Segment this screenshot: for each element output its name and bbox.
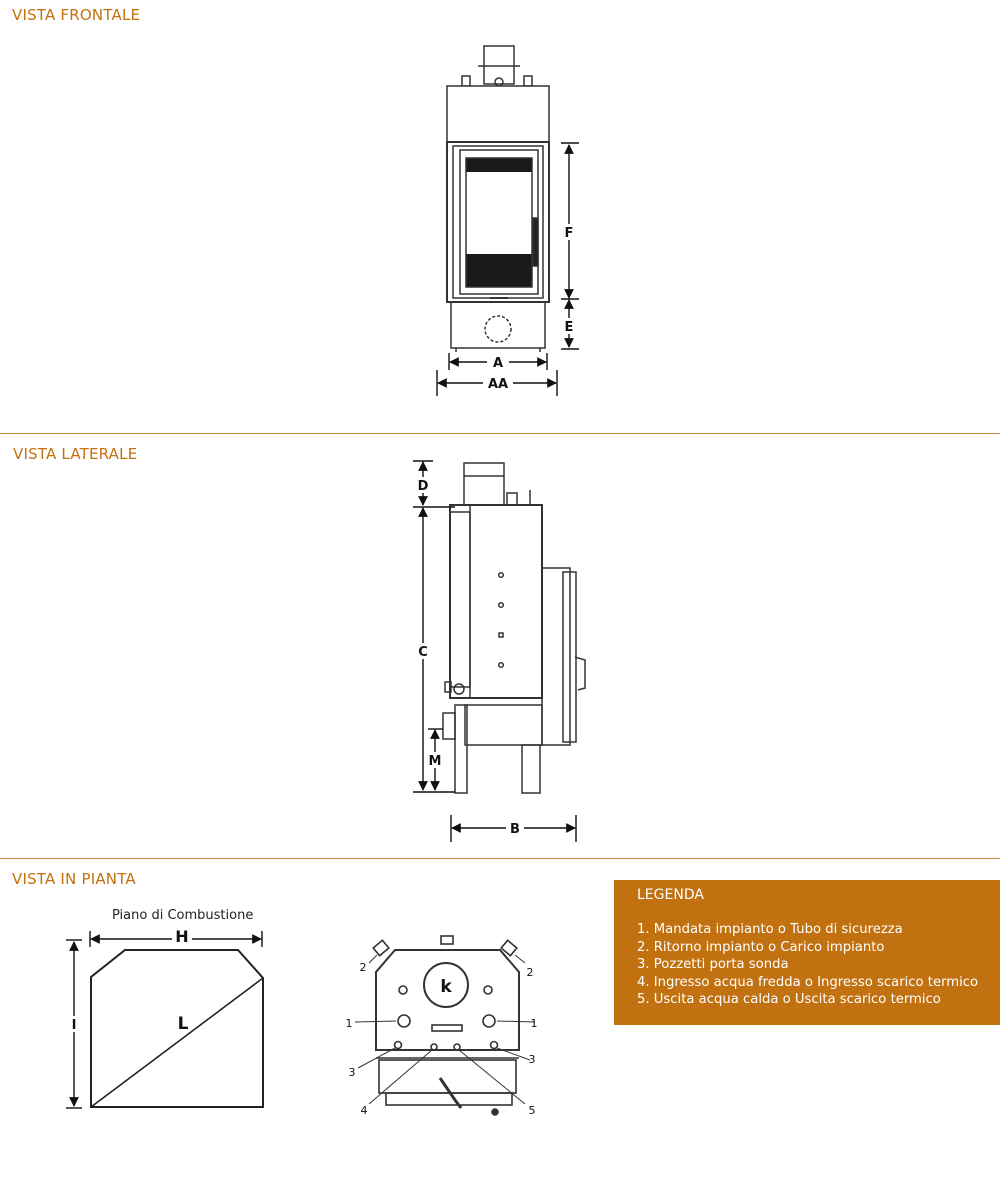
plan-caption: Piano di Combustione: [112, 908, 254, 923]
side-dim-m: M: [428, 754, 442, 769]
legend-item: 2. Ritorno impianto o Carico impianto: [637, 939, 885, 955]
legend-item: 3. Pozzetti porta sonda: [637, 957, 789, 973]
legend-item: 1. Mandata impianto o Tubo di sicurezza: [637, 922, 903, 937]
section-title-plan: VISTA IN PIANTA: [12, 870, 136, 888]
callout-4: 4: [360, 1104, 368, 1117]
callout-2-left: 2: [359, 961, 367, 974]
side-dimension-lines: [413, 461, 576, 842]
front-dim-aa: AA: [487, 377, 509, 392]
legend-title: LEGENDA: [637, 887, 704, 903]
plan-dimension-lines: [66, 931, 262, 1108]
side-view-drawing: [443, 463, 585, 793]
plan-k-label: k: [440, 977, 452, 997]
callout-3-right: 3: [528, 1053, 536, 1066]
top-view-drawing: [373, 936, 519, 1115]
legend-item: 5. Uscita acqua calda o Uscita scarico termico: [637, 992, 941, 1008]
front-dim-e: E: [564, 320, 574, 335]
side-dim-b: B: [510, 822, 520, 837]
callout-3-left: 3: [348, 1066, 356, 1079]
front-dim-f: F: [564, 226, 574, 241]
front-view-drawing: [447, 46, 549, 352]
front-dim-a: A: [492, 356, 504, 371]
section-title-side: VISTA LATERALE: [13, 445, 138, 463]
callout-1-left: 1: [345, 1017, 353, 1030]
side-dim-c: C: [418, 645, 428, 660]
section-title-front: VISTA FRONTALE: [12, 6, 141, 24]
callout-1-right: 1: [530, 1017, 538, 1030]
plan-dim-i: I: [71, 1018, 77, 1033]
legend-item: 4. Ingresso acqua fredda o Ingresso scarico termico: [637, 974, 979, 990]
side-dim-d: D: [417, 479, 429, 494]
plan-dim-h: H: [175, 927, 189, 946]
plan-dim-l: L: [177, 1014, 189, 1034]
callout-2-right: 2: [526, 966, 534, 979]
callout-5: 5: [528, 1104, 536, 1117]
legend-panel: [614, 880, 1000, 1025]
